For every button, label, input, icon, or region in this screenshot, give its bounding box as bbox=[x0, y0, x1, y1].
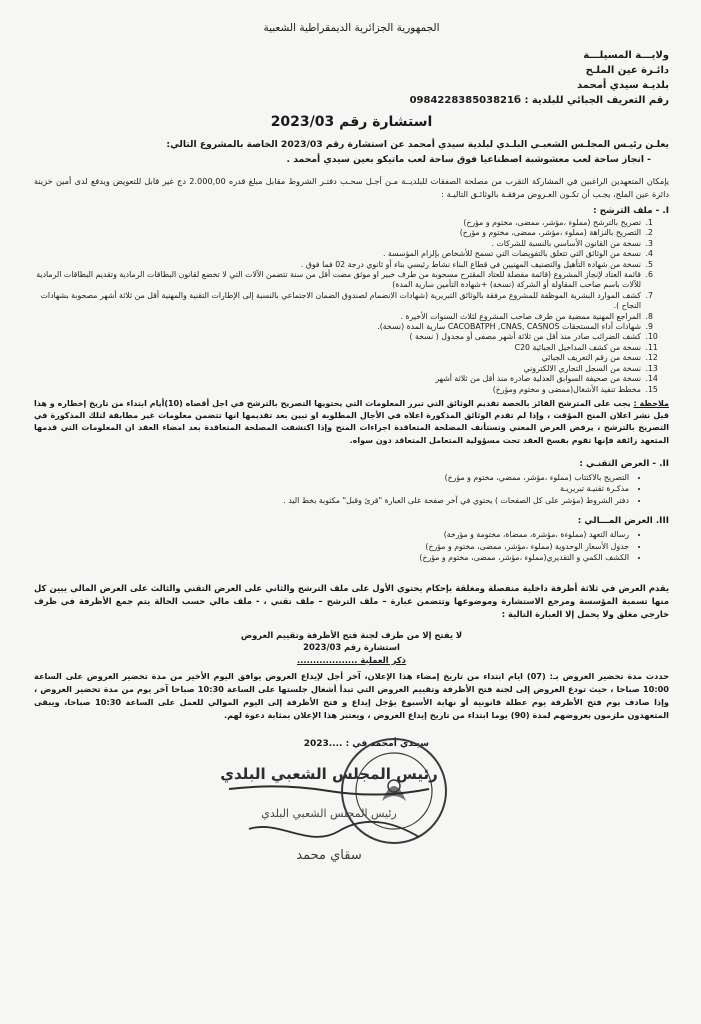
list-item: 3. نسخة من القانون الأساسي بالنسبة للشركات . bbox=[34, 239, 643, 249]
list-item: 7. كشف الموارد البشرية الموظفة للمشروع مرفقة بالوثائق التبريرية (شهادات الانضمام لصندوق الضمان الاجتماعي بالنسبة إلى الإطارات التقنية والمهنية أقل من ثلاثة أشهر مصحوبة بشهادات النجاح ). bbox=[34, 291, 643, 312]
list-item: 14. نسخة من صحيفة السوابق العدلية صادرة منذ أقل من ثلاثة أشهر bbox=[34, 374, 643, 384]
financial-offer-list bbox=[34, 529, 669, 564]
list-item: 15. مخطط تنفيذ الأشغال(ممضى و مختوم ومؤرخ) bbox=[34, 385, 643, 395]
note-label: ملاحظة : bbox=[633, 398, 669, 408]
place-date-line: سيـدي أمحمد في : ....2023 bbox=[303, 739, 429, 750]
list-item: 12. نسخة من رقم التعريف الجبائي bbox=[34, 353, 643, 363]
section1-heading: I. - ملف الترشح : bbox=[593, 206, 669, 216]
tax-id-line bbox=[34, 93, 669, 108]
note-paragraph bbox=[34, 398, 669, 447]
tax-id-value: 098422838503821б bbox=[409, 95, 521, 106]
outer-label-line2: استشارة رقم 2023/03 bbox=[303, 642, 400, 653]
list-item: 10. كشف الضرائب صادر منذ أقل من ثلاثة أشهر مصفى أو مجدول ( نسخة ) bbox=[34, 332, 643, 342]
section3-heading: III. العرض المـــالي : bbox=[577, 516, 669, 527]
list-item: • رسالة التعهد (مملوءة ،مؤشرة، ممضاة، مختومة و مؤرخة) bbox=[34, 529, 629, 541]
candidacy-list bbox=[34, 218, 669, 395]
outer-label-line3: ذكر العملية ................... bbox=[297, 654, 406, 665]
deadline-paragraph: حددت مدة تحضير العروض بـ: (07) ايام ابتداء من تاريخ إمضاء هذا الإعلان، آخر أجل لإيداع العروض يوافق اليوم الأخير من مدة تحضير العروض على الساعة 10:00 صباحا ، حيث تودع العروض إلى لجنة فتح الأظرفة وتقييم العروض التي تبدأ أشغال جلستها على الساعة 10:30 صباحا آخر يوم من مدة تحضير العروض ، وإذا صادف يوم فتح الأظرفة يوم عطلة قانونية أو نهاية الأسبوع يؤجل إيداع و فتح الأظرفة إلى اليوم الموالي للعمل على الساعة 10:30 صباحا، ويبقى المتعهدون ملزمون بعروضهم لمدة (90) يوما ابتداء من تاريخ إيداع العروض ، ويعتبر هذا الإعلان بمثابة دعوة لهم. bbox=[34, 671, 669, 720]
list-item: • جدول الأسعار الوحدوية (مملوء ،مؤشر، ممضى، مختوم و مؤرخ) bbox=[34, 541, 629, 553]
list-item: • التصريح بالاكتتاب (مملوء ،مؤشر، ممضي، مختوم و مؤرخ) bbox=[34, 472, 629, 484]
project-line: - انجاز ساحة لعب معشوشبة اصطناعيا فوق ساحة لعب ماتيكو بعين سيدي أمحمد . bbox=[286, 154, 651, 165]
republic-heading: الجمهورية الجزائرية الديمقراطية الشعبية bbox=[263, 22, 440, 34]
svg-text:سقاي محمد: سقاي محمد bbox=[296, 848, 362, 864]
issuer-block bbox=[34, 48, 669, 108]
document-title: استشارة رقم 2023/03 bbox=[270, 114, 433, 130]
technical-offer-list bbox=[34, 472, 669, 507]
svg-text:رئيس المجلس الشعبي البلدي: رئيس المجلس الشعبي البلدي bbox=[220, 765, 438, 784]
section2-heading: II. - العرض التقنـي : bbox=[579, 458, 669, 469]
outer-envelope-label bbox=[34, 629, 669, 667]
list-item: 1. تصريح بالترشح (مملوء ،مؤشر، ممضى، مختوم و مؤرخ) bbox=[34, 218, 643, 228]
note-text: يجب على المترشح الفائز بالحصة تقديم الوثائق التي تبرر المعلومات التي يحتويها التصريح بالترشح في اجل أقصاه (10)أيام ابتداء من تاريخ إخطاره و هذا قبل نشر اعلان المنح المؤقت ، وإذا لم تقدم الوثائق المذكورة اعلاه في الأجال المطلوبة او تبين بعد تقديمها انها تتضمن معلومات غير مطابقة لتلك المذكورة في التصريح بالترشح ، يرفض العرض المعني وتستأنف المصلحة المتعاقدة اجراءات المنح وإذا اكتشفت المصلحة المتعاقدة بعد امضاء العقد ان المعلومات التي قدمها المتعهد زائفة فإنها تقوم بفسخ العقد تحت مسؤولية المتعامل المتعاقد دون سواه. bbox=[34, 398, 669, 445]
list-item: 13. نسخة من السجل التجاري الالكتروني bbox=[34, 364, 643, 374]
tax-id-label: رقم التعريف الجبائي للبلدية : bbox=[524, 95, 669, 106]
list-item: 9. شهادات أداء المستحقات CACOBATPH ,CNAS, CASNOS سارية المدة (نسخة). bbox=[34, 322, 643, 332]
svg-text:رئيس المجلس الشعبي البلدي: رئيس المجلس الشعبي البلدي bbox=[261, 807, 397, 821]
commune-line: بلديـة سيدي أمحمد bbox=[577, 80, 669, 91]
list-item: 5. نسخة من شهادة التأهيل والتصنيف المهنيين في قطاع البناء نشاط رئيسي بناء أو ثانوي درجة 02 فما فوق . bbox=[34, 260, 643, 270]
list-item: 8. المراجع المهنية ممضية من طرف صاحب المشروع لثلاث السنوات الأخيرة . bbox=[34, 312, 643, 322]
envelopes-paragraph: يقدم العرض في ثلاثة أظرفة داخلية منفصلة ومغلقة بإحكام يحتوي الأول على ملف الترشح والثاني على العرض التقني والثالث على العرض المالي يبين كل منها تسمية المؤسسة ومرجع الاستشارة وموضوعها وتتضمن عبارة – ملف الترشح – ملف تقني ، - ملف مالي حسب الحالة يتم جمع الأظرفة في ظرف خارجي مغلق ولا يحمل إلا العبارة التالية : bbox=[34, 582, 669, 619]
wilaya-line: ولايـــة المسيلـــة bbox=[583, 50, 669, 61]
list-item: 6. قائمة العتاد لإنجاز المشروع (قائمة مفصلة للعتاد المقترح مسحوبة من طرف خبير او موثق مضت أقل من سنة تتضمن الآلات التي لا تخضع لقانون البطاقات الرمادية وتقديم البطاقات الرمادية للآلات باسم صاحب المقاولة أو الشركة (نسخة) +شهادة التأمين سارية المدة) bbox=[34, 270, 643, 291]
list-item: • الكشف الكمي و التقديري(مملوء ،مؤشر، ممضى، مختوم و مؤرخ) bbox=[34, 552, 629, 564]
rectangular-stamp-icon bbox=[219, 759, 439, 869]
list-item: • مذكـرة تقنيـة تبريريـة bbox=[34, 483, 629, 495]
invitation-paragraph: يإمكان المتعهدين الراغبين في المشاركة التقرب من مصلحة الصفقات للبلديــة مـن أجـل سحـب دفتـر الشروط مقابل مبلغ قدره 2.000,00 دج غير قابل للتعويض ويدفع لدى أمين خزينة دائرة عين الملح، يجـب أن تكـون العـروض مرفقـة بالوثائـق التاليـة : bbox=[34, 176, 669, 199]
daira-line: دائـرة عين الملـح bbox=[585, 65, 669, 76]
signature-area bbox=[34, 731, 669, 881]
list-item: 11. نسخة من كشف المداخيل الجبائية C20 bbox=[34, 343, 643, 353]
official-stamp bbox=[219, 759, 439, 873]
intro-paragraph: يعلـن رئيـس المجلـس الشعبـي البلـدي لبلدية سيدي أمحمد عن استشارة رقم 2023/03 الخاصة بالمشروع التالي: bbox=[166, 139, 669, 150]
list-item: 2. التصريح بالنزاهة (مملوء ،مؤشر، ممضى، مختوم و مؤرخ) bbox=[34, 228, 643, 238]
outer-label-line1: لا يفتح إلا من طرف لجنة فتح الأظرفة وتقييم العروض bbox=[240, 629, 463, 640]
list-item: 4. نسخة من الوثائق التي تتعلق بالتفويضات التي تسمح للأشخاص بإلزام المؤسسة . bbox=[34, 249, 643, 259]
list-item: • دفتر الشروط (مؤشر على كل الصفحات ) يحتوي في آخر صفحة على العبارة "قرئ وقبل" مكتوبة بخط اليد . bbox=[34, 495, 629, 507]
